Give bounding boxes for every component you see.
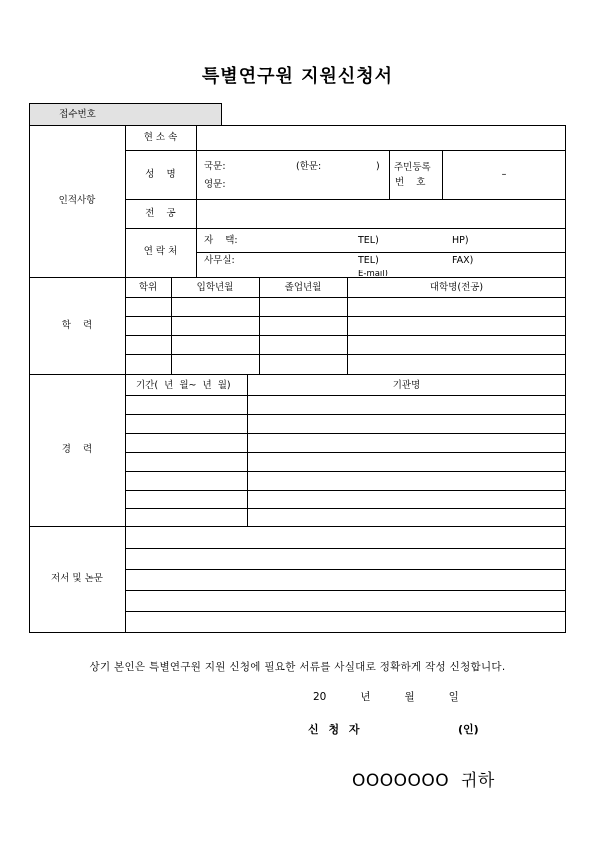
form-title: 특별연구원 지원신청서 [201,66,394,87]
education-section-label: 학 력 [61,320,93,331]
email-label: E-mail) [358,270,388,276]
contact-label: 연 락 처 [143,246,178,257]
education-header-graduation: 졸업년월 [284,282,322,293]
education-row[interactable] [126,298,565,316]
resident-no-field[interactable]: – [501,169,507,180]
home-tel-label: TEL) [358,235,379,246]
office-fax-label: FAX) [452,255,474,266]
affiliation-field[interactable] [197,126,565,150]
publications-section-label: 저서 및 논문 [51,573,103,584]
education-header-degree: 학위 [138,282,158,293]
name-hanja-label: (한문: [296,161,322,172]
receipt-number-field[interactable] [125,103,222,126]
education-row[interactable] [126,355,565,374]
major-field[interactable] [197,200,565,228]
date-line: 20 년 월 일 [313,691,459,703]
receipt-label: 접수번호 [59,109,96,120]
publication-row[interactable] [126,591,565,611]
career-row[interactable] [126,453,565,471]
office-tel-label: TEL) [358,255,379,266]
name-label: 성 명 [145,169,176,180]
name-hanja-close: ) [376,161,380,172]
resident-no-label-2: 번 호 [395,177,426,188]
career-row[interactable] [126,509,565,526]
name-korean-label: 국문: [204,161,226,172]
seal-label: (인) [458,723,479,736]
declaration-text: 상기 본인은 특별연구원 지원 신청에 필요한 서류를 사실대로 정확하게 작성 신청합니다. [89,661,506,673]
home-hp-label: HP) [452,235,469,246]
career-row[interactable] [126,491,565,508]
name-english-label: 영문: [204,179,226,190]
home-label: 자 택: [204,235,238,246]
education-row[interactable] [126,317,565,335]
career-row[interactable] [126,415,565,433]
personal-section-label: 인적사항 [58,195,96,206]
resident-no-label-1: 주민등록 [394,162,431,173]
career-header-institution: 기관명 [392,380,421,391]
education-header-entry: 입학년월 [196,282,234,293]
publication-row[interactable] [126,612,565,632]
affiliation-label: 현 소 속 [143,132,178,143]
publication-row[interactable] [126,527,565,548]
education-header-university: 대학명(전공) [429,282,484,293]
applicant-label: 신 청 자 [308,723,363,736]
addressee: OOOOOOO 귀하 [352,771,495,791]
major-label: 전 공 [145,208,176,219]
career-header-period: 기간( 년 월~ 년 월) [136,380,231,391]
career-row[interactable] [126,396,565,414]
publication-row[interactable] [126,570,565,590]
career-row[interactable] [126,472,565,490]
office-label: 사무실: [204,255,235,266]
career-section-label: 경 력 [61,444,93,455]
publication-row[interactable] [126,549,565,569]
career-row[interactable] [126,434,565,452]
education-row[interactable] [126,336,565,354]
